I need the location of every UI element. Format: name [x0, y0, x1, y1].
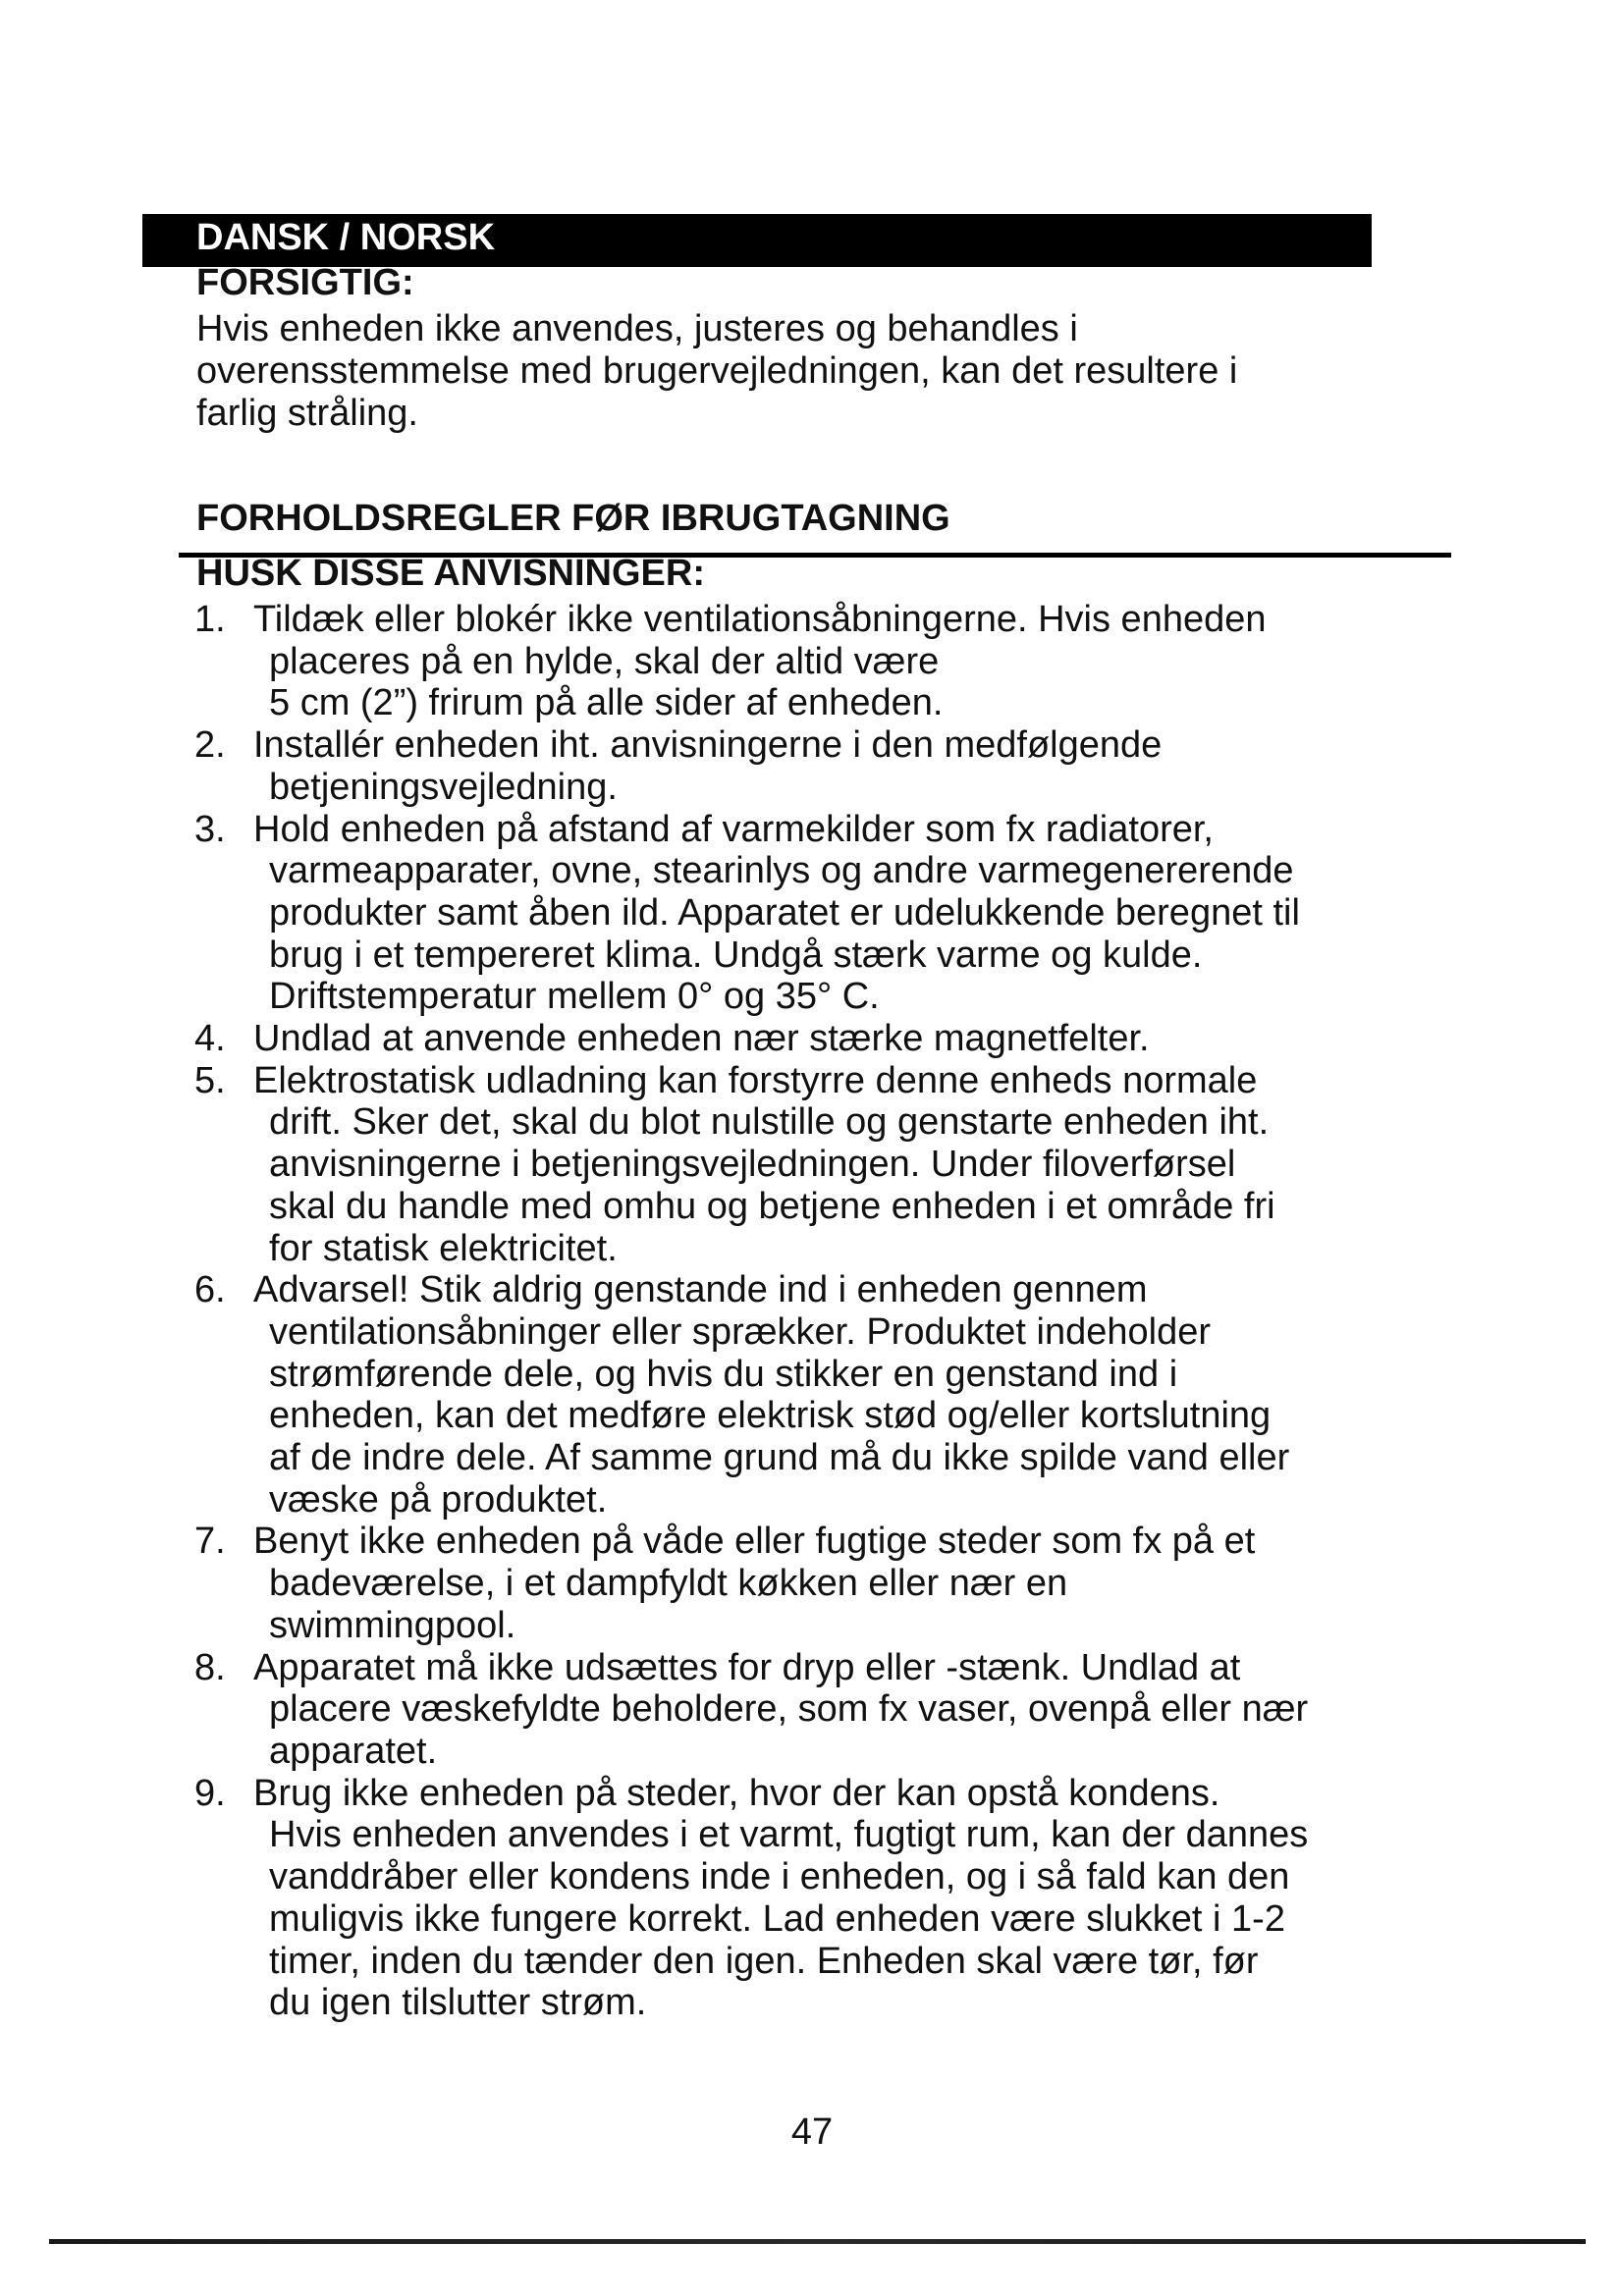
instruction-line: Apparatet må ikke udsættes for dryp eller -stænk. Undlad at — [253, 1646, 1241, 1688]
instruction-line: strømførende dele, og hvis du stikker en genstand ind i — [269, 1353, 1178, 1395]
instruction-item — [194, 1773, 1461, 2024]
footer-divider — [49, 2239, 1586, 2244]
instruction-number: 9. — [194, 1772, 226, 1814]
instruction-line: du igen tilslutter strøm. — [269, 1982, 647, 2024]
instruction-line: vanddråber eller kondens inde i enheden, og i så fald kan den — [269, 1856, 1290, 1898]
instruction-line: Hold enheden på afstand af varmekilder som fx radiatorer, — [253, 808, 1214, 850]
instruction-line: produkter samt åben ild. Apparatet er udelukkende beregnet til — [269, 891, 1300, 934]
precautions-title: FORHOLDSREGLER FØR IBRUGTAGNING — [196, 498, 950, 539]
instruction-number: 1. — [194, 599, 226, 640]
instruction-line: ventilationsåbninger eller sprækker. Produktet indeholder — [269, 1310, 1211, 1353]
language-header-text: DANSK / NORSK — [196, 217, 496, 258]
instruction-line: Installér enheden iht. anvisningerne i den medfølgende — [253, 724, 1163, 767]
instruction-line: Elektrostatisk udladning kan forstyrre denne enheds normale — [253, 1059, 1258, 1101]
instruction-line: placere væskefyldte beholdere, som fx vaser, ovenpå eller nær — [269, 1688, 1309, 1731]
instruction-item — [194, 1018, 1461, 1060]
instruction-item — [194, 599, 1461, 724]
instruction-item — [194, 724, 1461, 808]
instruction-number: 3. — [194, 808, 226, 850]
instruction-line: muligvis ikke fungere korrekt. Lad enheden være slukket i 1-2 — [269, 1897, 1285, 1940]
caution-line: farlig stråling. — [196, 393, 418, 434]
instruction-number: 2. — [194, 724, 226, 767]
instruction-line: Benyt ikke enheden på våde eller fugtige steder som fx på et — [253, 1521, 1256, 1563]
language-header-bar — [142, 214, 1372, 267]
page-number: 47 — [790, 2111, 834, 2153]
instruction-item — [194, 809, 1461, 1019]
instruction-number: 7. — [194, 1521, 226, 1563]
instruction-line: brug i et tempereret klima. Undgå stærk varme og kulde. — [269, 934, 1203, 976]
instruction-number: 5. — [194, 1059, 226, 1101]
instruction-line: af de indre dele. Af samme grund må du ikke spilde vand eller — [269, 1437, 1290, 1479]
instruction-line: badeværelse, i et dampfyldt køkken eller nær en — [269, 1563, 1068, 1605]
instruction-line: Driftstemperatur mellem 0° og 35° C. — [269, 976, 880, 1018]
instruction-number: 4. — [194, 1018, 226, 1060]
instruction-line: anvisningerne i betjeningsvejledningen. Under filoverførsel — [269, 1144, 1236, 1186]
instruction-line: Advarsel! Stik aldrig genstande ind i enheden gennem — [253, 1269, 1148, 1311]
instruction-line: varmeapparater, ovne, stearinlys og andre varmegenererende — [269, 850, 1294, 892]
instruction-line: Undlad at anvende enheden nær stærke magnetfelter. — [253, 1018, 1150, 1060]
instruction-item — [194, 1060, 1461, 1270]
caution-title: FORSIGTIG: — [196, 262, 414, 303]
instruction-line: drift. Sker det, skal du blot nulstille og genstarte enheden iht. — [269, 1101, 1270, 1144]
instruction-item — [194, 1269, 1461, 1521]
remember-instructions-title: HUSK DISSE ANVISNINGER: — [196, 553, 705, 594]
caution-line: overensstemmelse med brugervejledningen, kan det resultere i — [196, 350, 1238, 392]
instruction-line: timer, inden du tænder den igen. Enheden skal være tør, før — [269, 1940, 1259, 1982]
instruction-line: Tildæk eller blokér ikke ventilationsåbningerne. Hvis enheden — [253, 599, 1267, 640]
caution-text — [196, 308, 1375, 435]
instruction-item — [194, 1521, 1461, 1646]
instruction-item — [194, 1647, 1461, 1773]
caution-line: Hvis enheden ikke anvendes, justeres og behandles i — [196, 308, 1078, 349]
instruction-line: enheden, kan det medføre elektrisk stød og/eller kortslutning — [269, 1395, 1272, 1437]
instruction-line: væske på produktet. — [269, 1478, 608, 1521]
instruction-number: 6. — [194, 1269, 226, 1311]
instructions-list — [194, 599, 1461, 2024]
instruction-line: Brug ikke enheden på steder, hvor der kan opstå kondens. — [253, 1772, 1220, 1814]
instruction-line: 5 cm (2”) frirum på alle sider af enheden. — [269, 682, 944, 724]
instruction-line: apparatet. — [269, 1730, 438, 1772]
instruction-line: Hvis enheden anvendes i et varmt, fugtigt rum, kan der dannes — [269, 1814, 1309, 1856]
instruction-number: 8. — [194, 1646, 226, 1688]
instruction-line: swimmingpool. — [269, 1604, 516, 1646]
instruction-line: placeres på en hylde, skal der altid være — [269, 640, 940, 682]
instruction-line: skal du handle med omhu og betjene enheden i et område fri — [269, 1185, 1275, 1227]
instruction-line: for statisk elektricitet. — [269, 1227, 618, 1269]
instruction-line: betjeningsvejledning. — [269, 766, 618, 808]
